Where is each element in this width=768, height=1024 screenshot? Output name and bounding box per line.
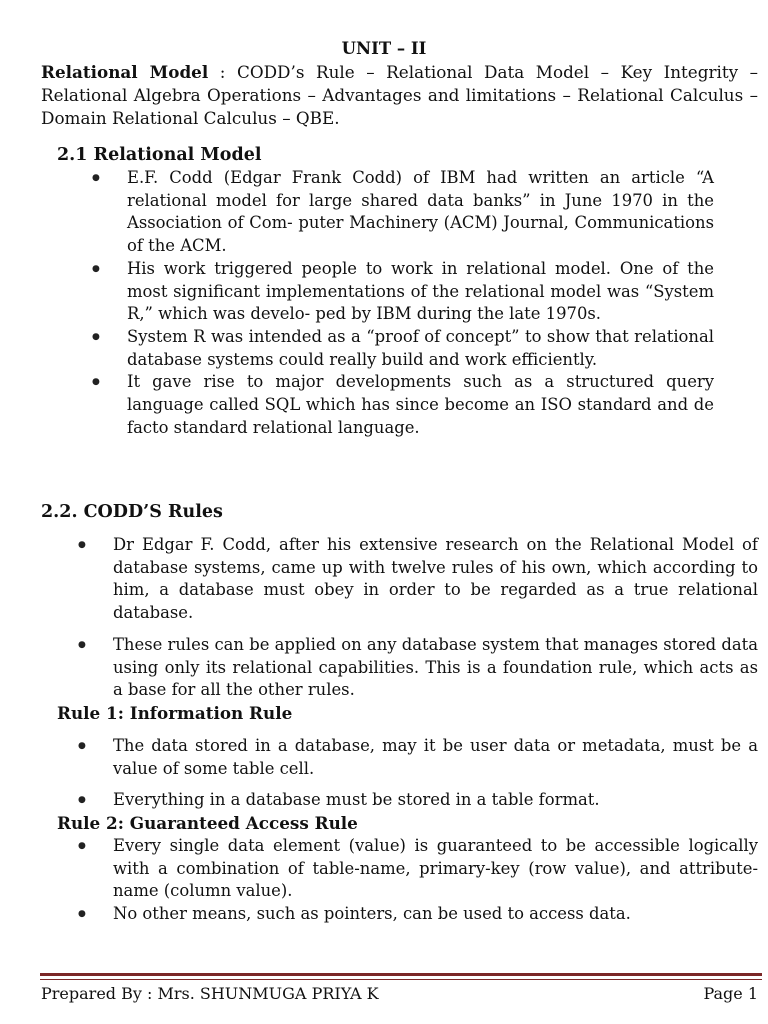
bullet-item: ● These rules can be applied on any database system that manages stored data using only its relational capabilities. This is a foundation rule, which acts as a base for all the other rules.: [78, 634, 758, 702]
footer-divider-thick: [40, 973, 762, 976]
bullet-item: ● The data stored in a database, may it be user data or metadata, must be a value of some table cell.: [78, 735, 758, 780]
rule-2-heading: Rule 2: Guaranteed Access Rule: [57, 813, 358, 833]
bullet-item: ● No other means, such as pointers, can be used to access data.: [78, 903, 758, 926]
footer-page-number: Page 1: [703, 984, 758, 1003]
section-heading-codds-rules: 2.2. CODD’S Rules: [41, 502, 223, 522]
intro-lead: Relational Model: [41, 62, 209, 82]
bullet-item: ● System R was intended as a “proof of concept” to show that relational database systems could really build and work efficiently.: [92, 326, 714, 371]
bullet-item: ● E.F. Codd (Edgar Frank Codd) of IBM had written an article “A relational model for large shared data banks” in June 1970 in the Association of Com- puter Machinery (ACM) Journal, Communications of the ACM.: [92, 167, 714, 258]
bullet-item: ● It gave rise to major developments such as a structured query language called SQL which has since become an ISO standard and de facto standard relational language.: [92, 371, 714, 439]
unit-syllabus-intro: [41, 61, 758, 130]
relational-model-bullets: [92, 167, 714, 439]
intro-text: : CODD’s Rule – Relational Data Model – Key Integrity – Relational Algebra Operations – Advantages and limitations – Relational Calculus – Domain Relational Calculus – QBE.: [41, 62, 758, 128]
bullet-item: ● Dr Edgar F. Codd, after his extensive research on the Relational Model of database systems, came up with twelve rules of his own, which according to him, a database must obey in order to be regarded as a true relational database.: [78, 534, 758, 625]
footer-prepared-by: Prepared By : Mrs. SHUNMUGA PRIYA K: [41, 984, 379, 1003]
bullet-item: ● Everything in a database must be stored in a table format.: [78, 789, 758, 812]
rule-1-bullets: [78, 735, 758, 812]
rule-2-bullets: [78, 835, 758, 926]
bullet-item: ● His work triggered people to work in relational model. One of the most significant implementations of the relational model was “System R,” which was develo- ped by IBM during the late 1970s.: [92, 258, 714, 326]
codds-rules-bullets: [78, 534, 758, 702]
bullet-item: ● Every single data element (value) is guaranteed to be accessible logically with a combination of table-name, primary-key (row value), and attribute-name (column value).: [78, 835, 758, 903]
unit-title: UNIT – II: [341, 39, 427, 58]
rule-1-heading: Rule 1: Information Rule: [57, 703, 293, 723]
section-heading-relational-model: 2.1 Relational Model: [57, 145, 262, 165]
footer-divider-thin: [40, 979, 762, 980]
